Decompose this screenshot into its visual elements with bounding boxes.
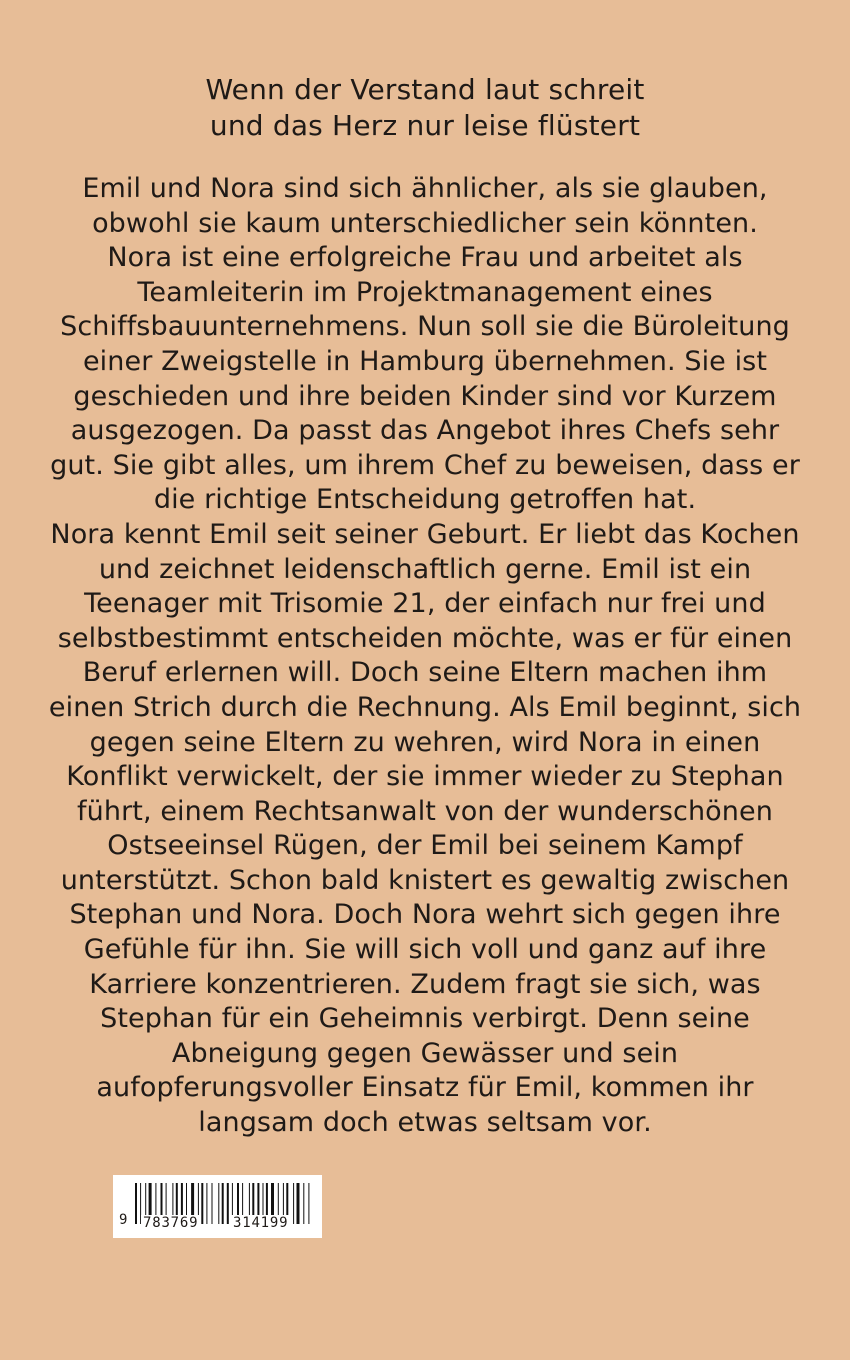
blurb-line: gegen seine Eltern zu wehren, wird Nora in einen	[89, 726, 761, 758]
barcode-bar	[297, 1183, 300, 1224]
isbn-barcode	[113, 1175, 322, 1238]
barcode-bar	[218, 1183, 219, 1224]
blurb-line: gut. Sie gibt alles, um ihrem Chef zu beweisen, dass er	[50, 449, 800, 481]
blurb-line: Emil und Nora sind sich ähnlicher, als sie glauben,	[82, 173, 768, 204]
barcode-bar	[212, 1183, 213, 1224]
barcode-first-digit: 9	[119, 1212, 128, 1228]
title-line-1: Wenn der Verstand laut schreit	[205, 73, 645, 106]
barcode-bar	[303, 1183, 304, 1224]
title-line-2: und das Herz nur leise flüstert	[209, 109, 641, 142]
blurb-line: führt, einem Rechtsanwalt von der wunderschönen	[77, 795, 773, 827]
blurb-line: Karriere konzentrieren. Zudem fragt sie sich, was	[89, 968, 761, 1000]
blurb-line: und zeichnet leidenschaftlich gerne. Emil ist ein	[98, 553, 752, 585]
blurb-line: die richtige Entscheidung getroffen hat.	[153, 484, 697, 516]
barcode-right-digits: 314199	[233, 1215, 289, 1231]
blurb-line: obwohl sie kaum unterschiedlicher sein könnten.	[92, 207, 758, 239]
barcode-bar	[293, 1183, 294, 1224]
blurb-line: Gefühle für ihn. Sie will sich voll und ganz auf ihre	[83, 934, 767, 966]
barcode-bar	[206, 1183, 207, 1224]
cover-blurb	[0, 172, 850, 1141]
blurb-line: aufopferungsvoller Einsatz für Emil, kommen ihr	[96, 1072, 754, 1104]
blurb-line: einer Zweigstelle in Hamburg übernehmen. Sie ist	[82, 345, 768, 377]
blurb-line: geschieden und ihre beiden Kinder sind vor Kurzem	[73, 380, 777, 412]
blurb-line: Konflikt verwickelt, der sie immer wieder zu Stephan	[66, 761, 784, 793]
barcode-bar	[222, 1183, 224, 1224]
cover-title	[0, 72, 850, 144]
blurb-line: Beruf erlernen will. Doch seine Eltern machen ihm	[82, 657, 768, 689]
blurb-line: Teamleiterin im Projektmanagement eines	[137, 276, 713, 308]
blurb-line: Stephan für ein Geheimnis verbirgt. Denn seine	[100, 1003, 750, 1035]
blurb-line: ausgezogen. Da passt das Angebot ihres Chefs sehr	[70, 415, 780, 447]
barcode-bar	[135, 1183, 137, 1224]
blurb-line: einen Strich durch die Rechnung. Als Emil beginnt, sich	[48, 691, 802, 723]
blurb-line: langsam doch etwas seltsam vor.	[198, 1107, 652, 1139]
blurb-line: Ostseeinsel Rügen, der Emil bei seinem Kampf	[107, 830, 743, 862]
barcode-bar	[227, 1183, 229, 1224]
blurb-line: Schiffsbauunternehmens. Nun soll sie die Büroleitung	[60, 311, 790, 343]
barcode-left-digits: 783769	[143, 1215, 199, 1231]
barcode-bar	[308, 1183, 309, 1224]
blurb-line: selbstbestimmt entscheiden möchte, was er für einen	[57, 622, 793, 654]
blurb-line: Stephan und Nora. Doch Nora wehrt sich gegen ihre	[69, 899, 781, 931]
blurb-line: Abneigung gegen Gewässer und sein	[171, 1037, 679, 1069]
blurb-line: Teenager mit Trisomie 21, der einfach nur frei und	[84, 588, 766, 620]
blurb-line: unterstützt. Schon bald knistert es gewaltig zwischen	[60, 864, 790, 896]
blurb-line: Nora kennt Emil seit seiner Geburt. Er liebt das Kochen	[50, 518, 800, 550]
barcode-bar	[201, 1183, 203, 1224]
blurb-line: Nora ist eine erfolgreiche Frau und arbeitet als	[107, 242, 743, 274]
